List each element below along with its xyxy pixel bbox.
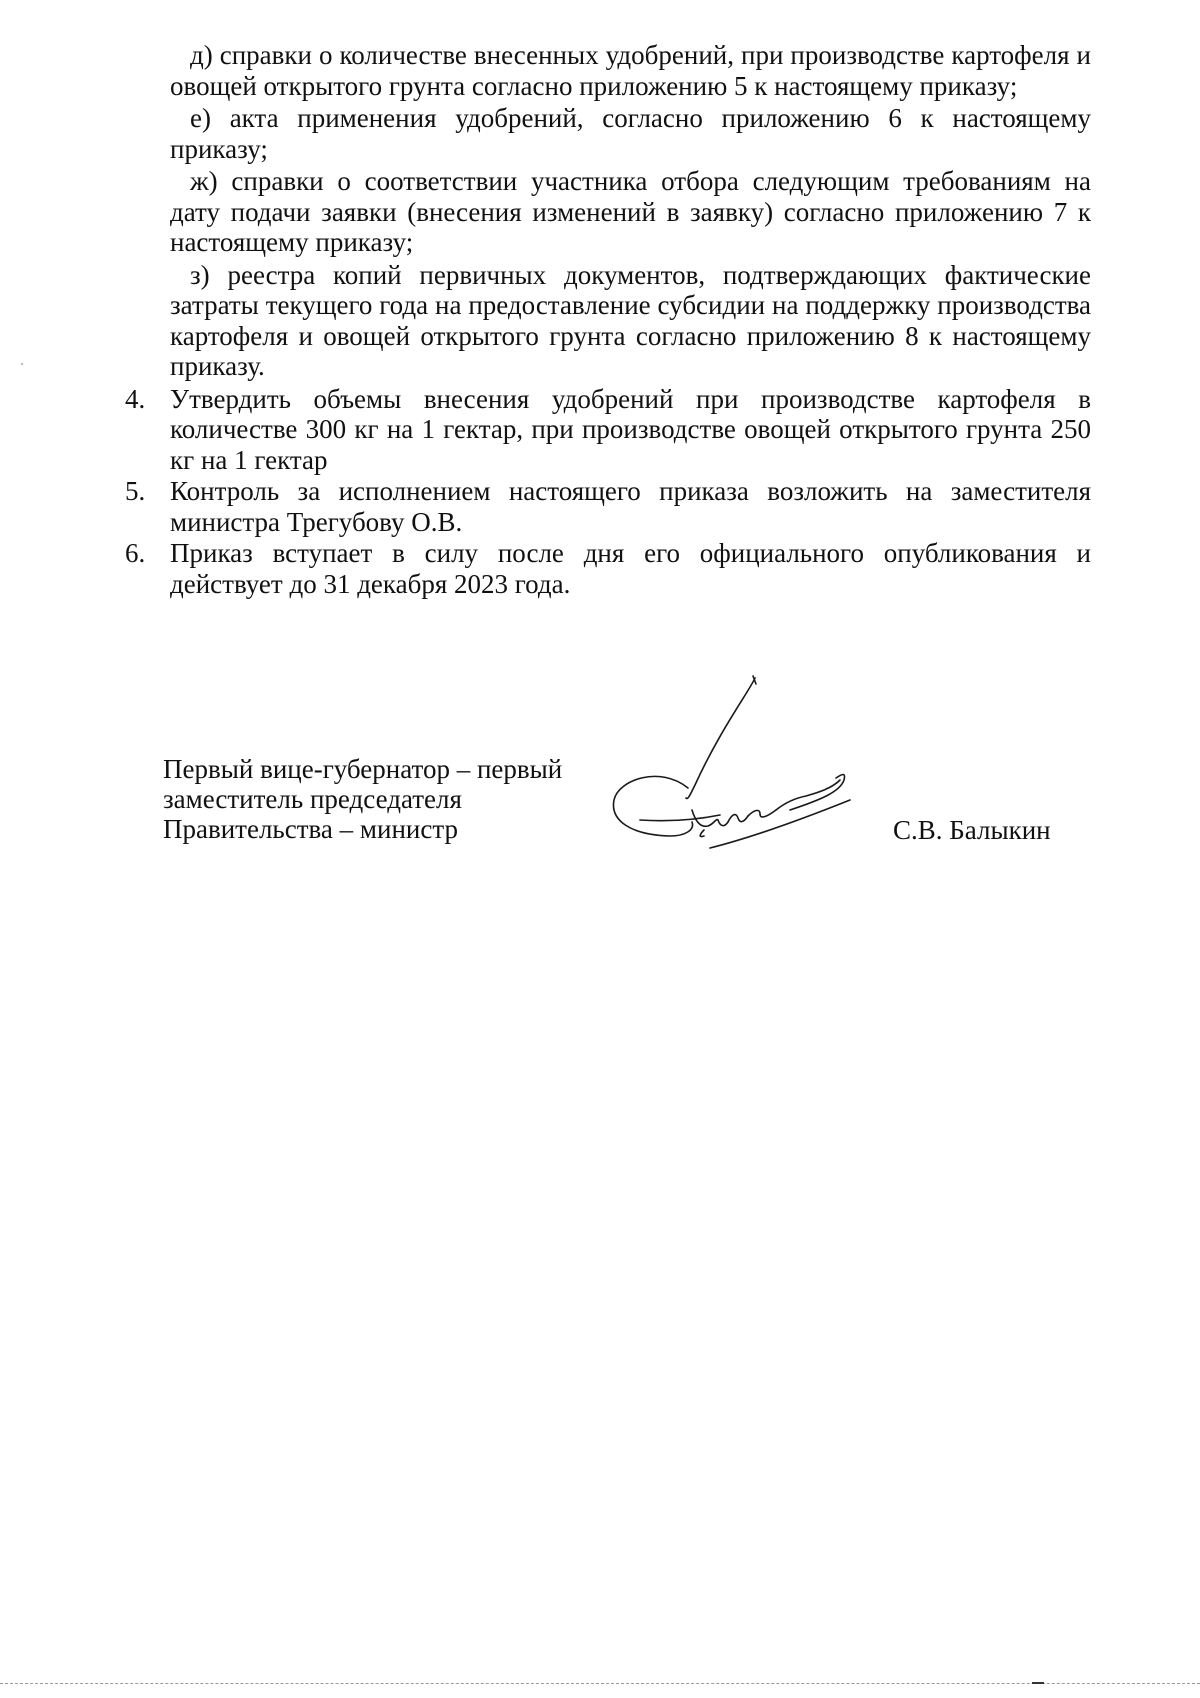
list-item-number: 5. bbox=[125, 476, 146, 506]
subitem-zh: ж) справки о соответствии участника отбора следующим требованиям на дату подачи заявки (внесения изменений в заявку) согласно приложению 7 к настоящему приказу; bbox=[170, 166, 1091, 257]
page-bottom-mark bbox=[1032, 1682, 1044, 1684]
list-item-number: 6. bbox=[125, 538, 146, 568]
signatory-position-line: Правительства – министр bbox=[163, 814, 458, 844]
handwritten-signature bbox=[600, 670, 870, 860]
signatory-position-line: заместитель председателя bbox=[163, 784, 462, 814]
subitem-e: е) акта применения удобрений, согласно приложению 6 к настоящему приказу; bbox=[170, 103, 1091, 164]
list-item-4 bbox=[125, 383, 1091, 476]
list-item-text: Утвердить объемы внесения удобрений при производстве картофеля в количестве 300 кг на 1 гектар, при производстве овощей открытого грунта 250 кг на 1 гектар bbox=[170, 383, 1091, 475]
scan-speck bbox=[21, 363, 23, 365]
document-body bbox=[125, 40, 1091, 599]
signatory-position bbox=[163, 754, 562, 844]
page-bottom-edge bbox=[0, 1683, 1200, 1684]
list-item-text: Контроль за исполнением настоящего приказа возложить на заместителя министра Трегубову О.В. bbox=[170, 476, 1091, 537]
signatory-position-line: Первый вице-губернатор – первый bbox=[163, 754, 563, 784]
subitem-d: д) справки о количестве внесенных удобрений, при производстве картофеля и овощей открытого грунта согласно приложению 5 к настоящему приказу; bbox=[170, 40, 1091, 101]
list-item-text: Приказ вступает в силу после дня его официального опубликования и действует до 31 декабря 2023 года. bbox=[170, 538, 1091, 599]
list-item-number: 4. bbox=[125, 383, 146, 414]
list-item-5 bbox=[125, 476, 1091, 537]
list-item-6 bbox=[125, 538, 1091, 599]
signatory-name: С.В. Балыкин bbox=[893, 815, 1051, 845]
subitem-z: з) реестра копий первичных документов, подтверждающих фактические затраты текущего года на предоставление субсидии на поддержку производства картофеля и овощей открытого грунта согласно приложению 8 к настоящему приказу. bbox=[170, 259, 1091, 381]
